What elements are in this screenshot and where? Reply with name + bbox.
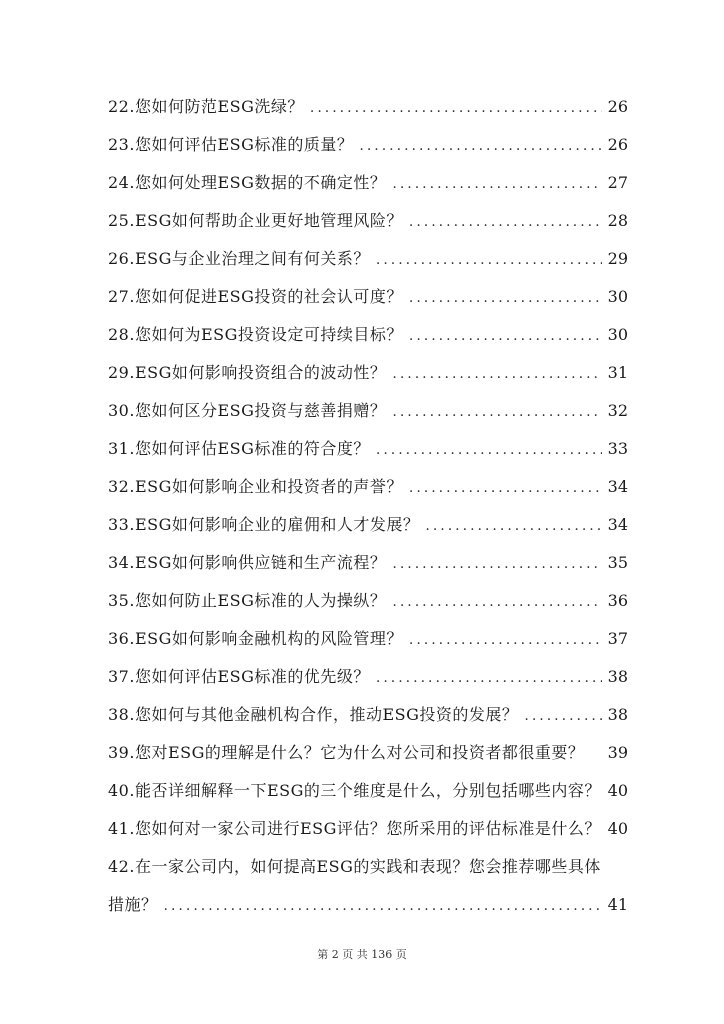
- toc-entry[interactable]: [108, 320, 628, 358]
- leader-dots: [359, 131, 601, 161]
- toc-entry[interactable]: [108, 586, 628, 624]
- leader-dots: [409, 625, 602, 655]
- leader-dots: [524, 701, 601, 731]
- toc-entry[interactable]: [108, 510, 628, 548]
- toc-entry[interactable]: [108, 472, 628, 510]
- leader-dots: [392, 549, 601, 579]
- toc-entry[interactable]: [108, 738, 628, 776]
- toc-page: 30: [607, 325, 628, 344]
- toc-entry[interactable]: [108, 282, 628, 320]
- toc-page: 30: [607, 287, 628, 306]
- toc-title: 27.您如何促进ESG投资的社会认可度？: [108, 287, 403, 306]
- toc-title: 39.您对ESG的理解是什么？它为什么对公司和投资者都很重要？: [108, 743, 585, 762]
- toc-title: 29.ESG如何影响投资组合的波动性？: [108, 363, 387, 382]
- toc-entry[interactable]: [108, 814, 628, 852]
- toc-page: 32: [607, 401, 628, 420]
- leader-dots: [409, 207, 602, 237]
- toc-title: 25.ESG如何帮助企业更好地管理风险？: [108, 211, 403, 230]
- toc-entry[interactable]: [108, 852, 628, 890]
- toc-entry[interactable]: [108, 700, 628, 738]
- toc-page: 27: [607, 173, 628, 192]
- toc-page: 28: [607, 211, 628, 230]
- toc-title: 措施？: [108, 895, 158, 914]
- table-of-contents: [108, 92, 628, 928]
- toc-page: 38: [607, 705, 628, 724]
- toc-title: 35.您如何防止ESG标准的人为操纵？: [108, 591, 387, 610]
- leader-dots: [425, 511, 601, 541]
- toc-entry[interactable]: [108, 130, 628, 168]
- leader-dots: [392, 359, 601, 389]
- toc-page: 34: [607, 515, 628, 534]
- toc-entry[interactable]: [108, 890, 628, 928]
- toc-entry[interactable]: [108, 548, 628, 586]
- leader-dots: [409, 473, 602, 503]
- toc-page: 33: [607, 439, 628, 458]
- toc-title: 31.您如何评估ESG标准的符合度？: [108, 439, 370, 458]
- leader-dots: [164, 891, 602, 921]
- leader-dots: [392, 169, 601, 199]
- toc-entry[interactable]: [108, 776, 628, 814]
- leader-dots: [376, 245, 602, 275]
- toc-title: 41.您如何对一家公司进行ESG评估？您所采用的评估标准是什么？: [108, 819, 601, 838]
- toc-entry[interactable]: [108, 396, 628, 434]
- page-footer: 第 2 页 共 136 页: [317, 948, 407, 961]
- leader-dots: [409, 283, 602, 313]
- toc-entry[interactable]: [108, 244, 628, 282]
- toc-entry[interactable]: [108, 206, 628, 244]
- toc-page: 41: [607, 895, 628, 914]
- toc-page: 37: [607, 629, 628, 648]
- toc-page: 40: [607, 819, 628, 838]
- leader-dots: [409, 321, 602, 351]
- toc-entry[interactable]: [108, 358, 628, 396]
- toc-entry[interactable]: [108, 662, 628, 700]
- toc-title: 26.ESG与企业治理之间有何关系？: [108, 249, 370, 268]
- toc-entry[interactable]: [108, 434, 628, 472]
- toc-page: 34: [607, 477, 628, 496]
- leader-dots: [392, 397, 601, 427]
- toc-title: 40.能否详细解释一下ESG的三个维度是什么，分别包括哪些内容？: [108, 781, 601, 800]
- toc-page: 29: [607, 249, 628, 268]
- leader-dots: [376, 435, 602, 465]
- toc-page: 31: [607, 363, 628, 382]
- toc-title: 28.您如何为ESG投资设定可持续目标？: [108, 325, 403, 344]
- leader-dots: [310, 93, 602, 123]
- toc-title: 22.您如何防范ESG洗绿？: [108, 97, 304, 116]
- toc-entry[interactable]: [108, 624, 628, 662]
- toc-title: 37.您如何评估ESG标准的优先级？: [108, 667, 370, 686]
- toc-title: 42.在一家公司内，如何提高ESG的实践和表现？您会推荐哪些具体: [108, 857, 601, 876]
- leader-dots: [376, 663, 602, 693]
- toc-title: 34.ESG如何影响供应链和生产流程？: [108, 553, 387, 572]
- toc-title: 32.ESG如何影响企业和投资者的声誉？: [108, 477, 403, 496]
- toc-page: 35: [607, 553, 628, 572]
- toc-title: 24.您如何处理ESG数据的不确定性？: [108, 173, 387, 192]
- leader-dots: [392, 587, 601, 617]
- toc-title: 30.您如何区分ESG投资与慈善捐赠？: [108, 401, 387, 420]
- toc-title: 36.ESG如何影响金融机构的风险管理？: [108, 629, 403, 648]
- toc-title: 38.您如何与其他金融机构合作，推动ESG投资的发展？: [108, 705, 519, 724]
- toc-title: 33.ESG如何影响企业的雇佣和人才发展？: [108, 515, 420, 534]
- toc-entry[interactable]: [108, 92, 628, 130]
- toc-entry[interactable]: [108, 168, 628, 206]
- toc-page: 36: [607, 591, 628, 610]
- toc-title: 23.您如何评估ESG标准的质量？: [108, 135, 354, 154]
- toc-page: 39: [607, 743, 628, 762]
- toc-page: 38: [607, 667, 628, 686]
- toc-page: 26: [607, 135, 628, 154]
- toc-page: 26: [607, 97, 628, 116]
- toc-page: 40: [607, 781, 628, 800]
